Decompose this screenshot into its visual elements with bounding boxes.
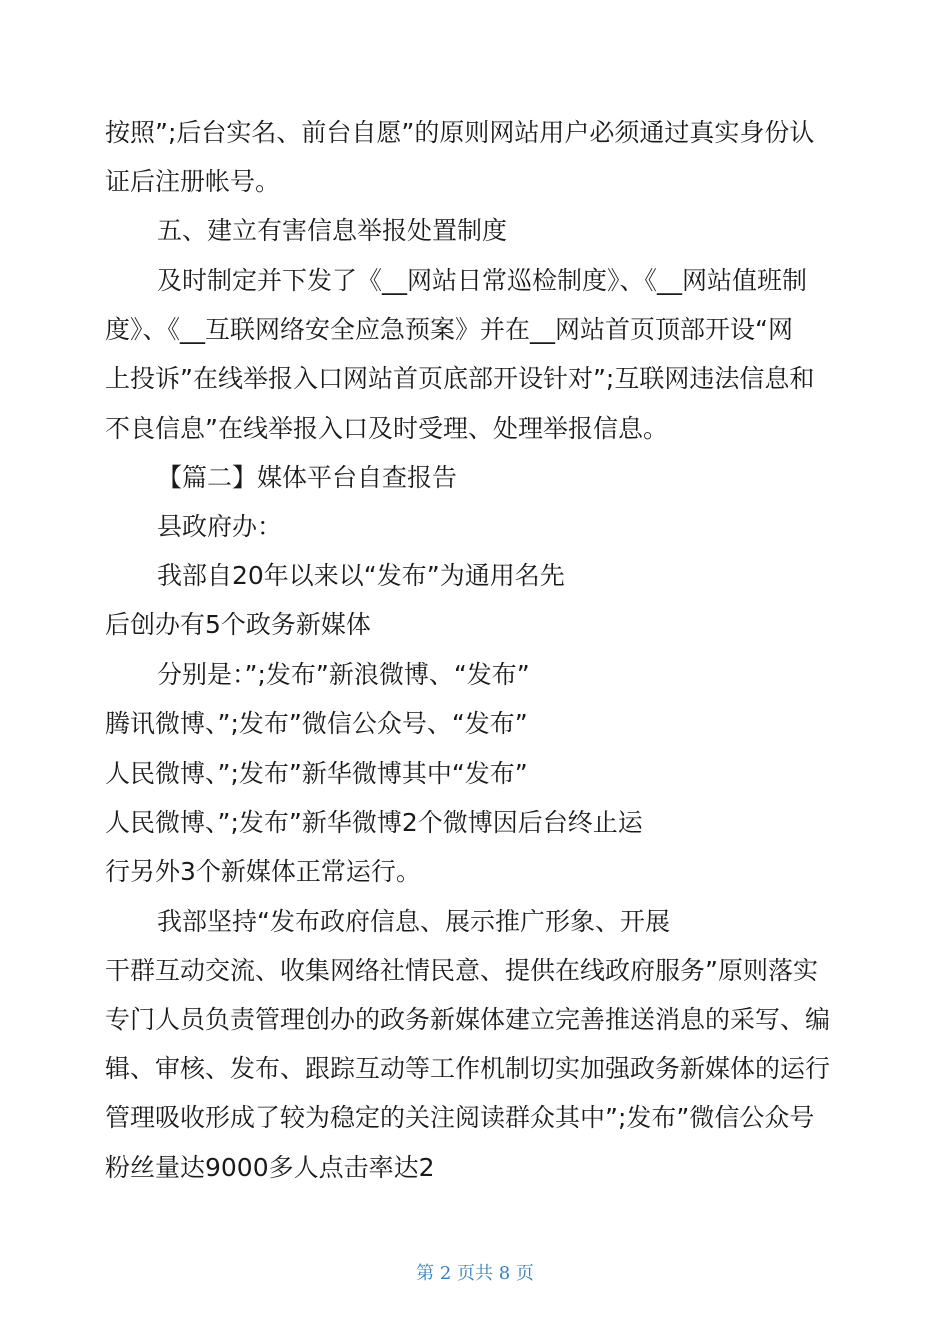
section-heading: 【篇二】媒体平台自查报告 xyxy=(157,463,458,492)
paragraph-line: 管理吸收形成了较为稳定的关注阅读群众其中”;发布”微信公众号 xyxy=(105,1103,815,1132)
paragraph-line: 粉丝量达9000多人点击率达2 xyxy=(105,1153,435,1182)
paragraph-line: 人民微博、”;发布”新华微博其中“发布” xyxy=(105,759,528,788)
paragraph-line: 行另外3个新媒体正常运行。 xyxy=(105,857,421,886)
paragraph-line: 我部自20年以来以“发布”为通用名先 xyxy=(157,561,565,590)
paragraph-line: 不良信息”在线举报入口及时受理、处理举报信息。 xyxy=(105,414,668,443)
paragraph-line: 上投诉”在线举报入口网站首页底部开设针对”;互联网违法信息和 xyxy=(105,364,815,393)
salutation: 县政府办： xyxy=(157,512,283,541)
section-heading: 五、建立有害信息举报处置制度 xyxy=(157,216,508,245)
page-number-footer: 第 2 页共 8 页 xyxy=(416,1263,534,1284)
paragraph-line: 分别是：”;发布”新浪微博、“发布” xyxy=(157,660,530,689)
paragraph-line: 我部坚持“发布政府信息、展示推广形象、开展 xyxy=(157,907,670,936)
paragraph-line: 度》、《__互联网络安全应急预案》并在__网站首页顶部开设“网 xyxy=(105,315,793,344)
paragraph-line: 及时制定并下发了《__网站日常巡检制度》、《__网站值班制 xyxy=(157,266,808,295)
paragraph-line: 腾讯微博、”;发布”微信公众号、“发布” xyxy=(105,709,528,738)
paragraph-line: 人民微博、”;发布”新华微博2个微博因后台终止运 xyxy=(105,808,643,837)
paragraph-line: 后创办有5个政务新媒体 xyxy=(105,610,371,639)
paragraph-line: 专门人员负责管理创办的政务新媒体建立完善推送消息的采写、编 xyxy=(105,1005,831,1034)
paragraph-line: 证后注册帐号。 xyxy=(105,167,281,196)
paragraph-line: 干群互动交流、收集网络社情民意、提供在线政府服务”原则落实 xyxy=(105,956,818,985)
paragraph-line: 按照”;后台实名、前台自愿”的原则网站用户必须通过真实身份认 xyxy=(105,118,815,147)
paragraph-line: 辑、审核、发布、跟踪互动等工作机制切实加强政务新媒体的运行 xyxy=(105,1054,831,1083)
